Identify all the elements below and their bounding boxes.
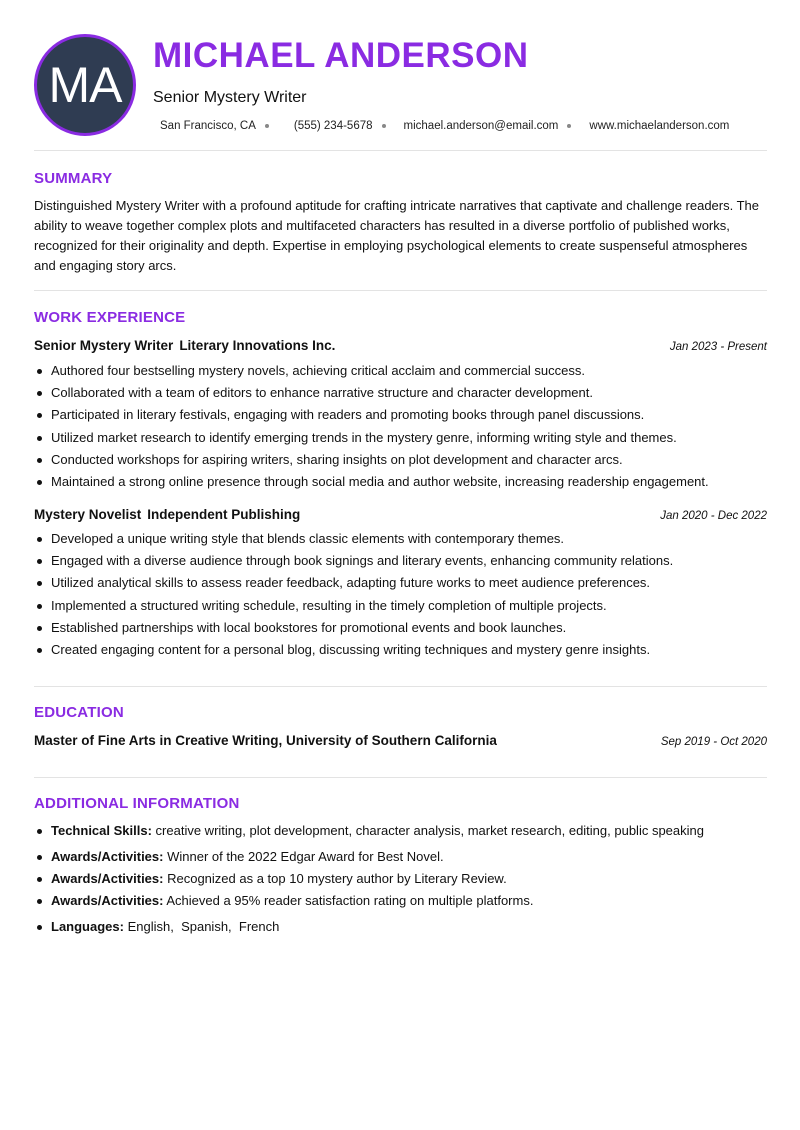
job-role (34, 507, 300, 522)
experience-heading: WORK EXPERIENCE (34, 309, 186, 326)
job-bullet-list (34, 528, 774, 661)
education-dates: Sep 2019 - Oct 2020 (660, 736, 767, 748)
separator-dot (265, 124, 269, 128)
item-label: Awards/Activities: (51, 871, 164, 886)
item-label: Languages: (51, 919, 124, 934)
additional-heading: ADDITIONAL INFORMATION (34, 795, 240, 812)
divider (34, 150, 767, 151)
contact-location: San Francisco, CA (160, 120, 256, 132)
divider (34, 290, 767, 291)
list-item: Utilized market research to identify emerging trends in the mystery genre, informing writing style and themes. (34, 427, 774, 449)
contact-website[interactable]: www.michaelanderson.com (589, 120, 730, 132)
separator-dot (382, 124, 386, 128)
job-bullet-list (34, 360, 774, 493)
contact-info (160, 120, 729, 132)
list-item: Maintained a strong online presence through social media and author website, increasing readership engagement. (34, 471, 774, 493)
list-item: Authored four bestselling mystery novels, achieving critical acclaim and commercial success. (34, 360, 774, 382)
job-dates: Jan 2020 - Dec 2022 (660, 510, 767, 522)
additional-list (34, 820, 774, 938)
job-role-title: Mystery Novelist (34, 507, 142, 522)
list-item: Created engaging content for a personal blog, discussing writing techniques and mystery genre insights. (34, 639, 774, 661)
list-item: Implemented a structured writing schedule, resulting in the timely completion of multiple projects. (34, 595, 774, 617)
item-value: English, Spanish, French (127, 919, 280, 934)
item-label: Technical Skills: (51, 823, 152, 838)
item-value: Winner of the 2022 Edgar Award for Best Novel. (167, 849, 444, 864)
job-dates: Jan 2023 - Present (669, 341, 767, 353)
education-entry (34, 733, 767, 748)
list-item (34, 846, 774, 868)
job-role (34, 338, 335, 353)
contact-phone: (555) 234-5678 (293, 120, 373, 132)
separator-dot (567, 124, 571, 128)
education-degree: Master of Fine Arts in Creative Writing, University of Southern California (34, 733, 497, 748)
job-role-title: Senior Mystery Writer (34, 338, 174, 353)
contact-email[interactable]: michael.anderson@email.com (403, 120, 559, 132)
list-item (34, 916, 774, 938)
divider (34, 777, 767, 778)
job-header (34, 338, 767, 353)
candidate-name: MICHAEL ANDERSON (153, 36, 529, 75)
item-label: Awards/Activities: (51, 893, 164, 908)
list-item (34, 868, 774, 890)
avatar-initials: MA (48, 57, 122, 113)
avatar (34, 34, 136, 136)
job-company: Literary Innovations Inc. (179, 338, 336, 353)
item-value: creative writing, plot development, character analysis, market research, editing, public speaking (155, 823, 704, 838)
list-item (34, 820, 774, 842)
list-item: Utilized analytical skills to assess reader feedback, adapting future works to meet audience preferences. (34, 572, 774, 594)
list-item: Participated in literary festivals, engaging with readers and promoting books through panel discussions. (34, 404, 774, 426)
list-item: Engaged with a diverse audience through book signings and literary events, enhancing community relations. (34, 550, 774, 572)
item-value: Achieved a 95% reader satisfaction rating on multiple platforms. (166, 893, 534, 908)
job-title: Senior Mystery Writer (153, 89, 307, 106)
list-item: Developed a unique writing style that blends classic elements with contemporary themes. (34, 528, 774, 550)
job-header (34, 507, 767, 522)
list-item: Established partnerships with local bookstores for promotional events and book launches. (34, 617, 774, 639)
summary-heading: SUMMARY (34, 170, 113, 187)
education-heading: EDUCATION (34, 704, 124, 721)
list-item: Conducted workshops for aspiring writers, sharing insights on plot development and character arcs. (34, 449, 774, 471)
item-label: Awards/Activities: (51, 849, 164, 864)
summary-text: Distinguished Mystery Writer with a profound aptitude for crafting intricate narratives that captivate and challenge readers. The ability to weave together complex plots and multifaceted characters has resulted in a diverse portfolio of published works, recognized for their originality and depth. Expertise in employing psychological elements to create suspenseful atmospheres and engaging story arcs. (34, 198, 760, 273)
list-item: Collaborated with a team of editors to enhance narrative structure and character development. (34, 382, 774, 404)
item-value: Recognized as a top 10 mystery author by Literary Review. (167, 871, 507, 886)
divider (34, 686, 767, 687)
list-item (34, 890, 774, 912)
job-company: Independent Publishing (147, 507, 301, 522)
